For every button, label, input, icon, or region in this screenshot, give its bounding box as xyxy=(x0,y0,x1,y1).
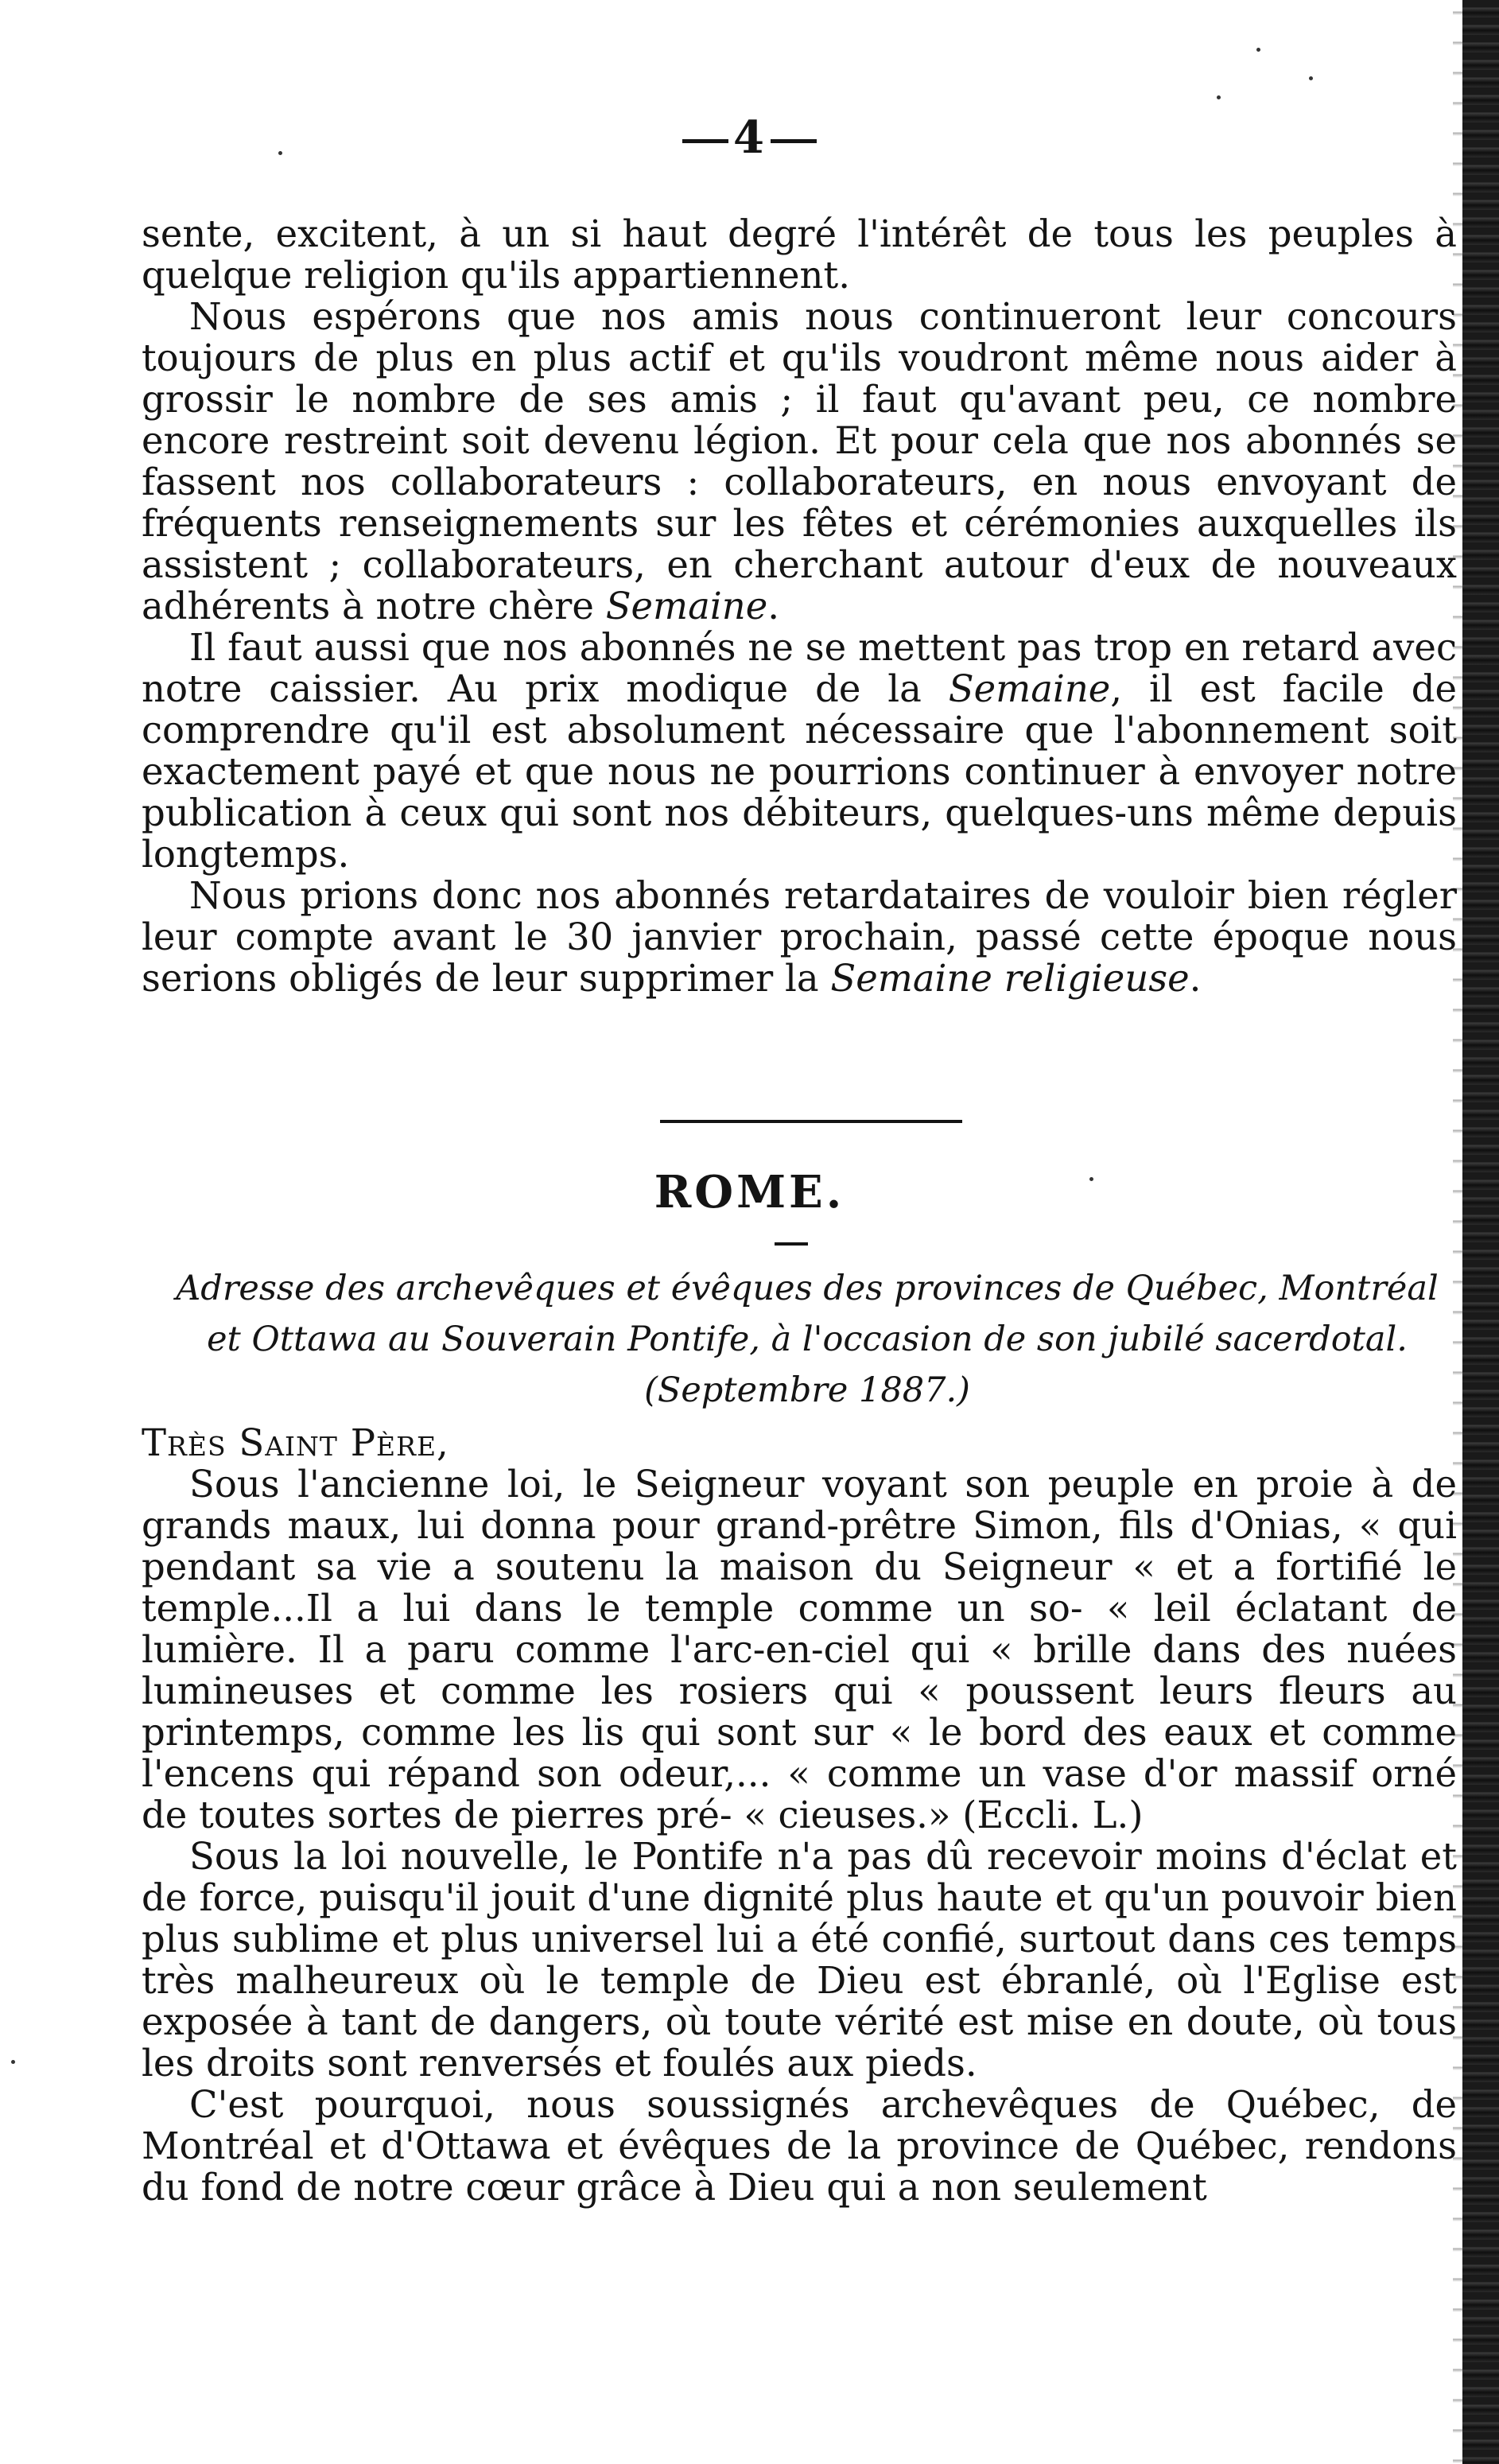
paragraph: Nous espérons que nos amis nous continueront leur concours toujours de plus en plus actif et qu'ils voudront même nous aider à grossir le nombre de ses amis ; il faut qu'avant peu, ce nombre encore restreint soit devenu légion. Et pour cela que nos abonnés se fassent nos collaborateurs : collaborateurs, en nous envoyant de fréquents renseignements sur les fêtes et cérémonies auxquelles ils assistent ; collaborateurs, en cherchant autour d'eux de nouveaux adhérents à notre chère Semaine. xyxy=(142,295,1457,628)
page-number xyxy=(0,111,1499,164)
speck xyxy=(278,151,282,155)
section-divider xyxy=(660,1120,962,1123)
paragraph: Il faut aussi que nos abonnés ne se mettent pas trop en retard avec notre caissier. Au prix modique de la Semaine, il est facile de comprendre qu'il est absolument nécessaire que l'abonnement soit exactement payé et que nous ne pourrions continuer à envoyer notre publication à ceux qui sont nos débiteurs, quelques-uns même depuis longtemps. xyxy=(142,626,1457,876)
address-text-block xyxy=(142,1422,1457,2208)
address-subtitle: Adresse des archevêques et évêques des provinces de Québec, Montréal et Ottawa au Souverain Pontife, à l'occasion de son jubilé sacerdotal. (Septembre 1887.) xyxy=(176,1269,1439,1410)
folio-dash-right xyxy=(771,139,817,143)
speck xyxy=(1217,95,1221,99)
paragraph: Sous l'ancienne loi, le Seigneur voyant son peuple en proie à de grands maux, lui donna pour grand-prêtre Simon, fils d'Onias, « qui pendant sa vie a soutenu la maison du Seigneur « et a fortifié le temple...Il a lui dans le temple comme un so- « leil éclatant de lumière. Il a paru comme l'arc-en-ciel qui « brille dans des nuées lumineuses et comme les rosiers qui « poussent leurs fleurs au printemps, comme les lis qui sont sur « le bord des eaux et comme l'encens qui répand son odeur,... « comme un vase d'or massif orné de toutes sortes de pierres pré- « cieuses.» (Eccli. L.) xyxy=(142,1463,1457,1836)
binding-edge xyxy=(1462,0,1499,2464)
folio-dash-left xyxy=(682,139,728,143)
paragraph: sente, excitent, à un si haut degré l'intérêt de tous les peuples à quelque religion qu'ils appartiennent. xyxy=(142,212,1457,297)
page-number-value: 4 xyxy=(733,111,766,164)
salutation: Très Saint Père, xyxy=(142,1421,449,1464)
speck xyxy=(11,2060,15,2064)
notice-text-block xyxy=(142,213,1457,999)
paragraph: C'est pourquoi, nous soussignés archevêques de Québec, de Montréal et d'Ottawa et évêques de la province de Québec, rendons du fond de notre cœur grâce à Dieu qui a non seulement xyxy=(142,2083,1457,2209)
publication-title: Semaine xyxy=(948,667,1111,710)
heading-underline xyxy=(775,1242,808,1246)
speck xyxy=(1309,76,1313,80)
paragraph: Sous la loi nouvelle, le Pontife n'a pas dû recevoir moins d'éclat et de force, puisqu'il jouit d'une dignité plus haute et qu'un pouvoir bien plus sublime et plus universel lui a été confié, surtout dans ces temps très malheureux où le temple de Dieu est ébranlé, où l'Eglise est exposée à tant de dangers, où toute vérité est mise en doute, où tous les droits sont renversés et foulés aux pieds. xyxy=(142,1835,1457,2085)
paragraph: Nous prions donc nos abonnés retardataires de vouloir bien régler leur compte avant le 30 janvier prochain, passé cette époque nous serions obligés de leur supprimer la Semaine religieuse. xyxy=(142,874,1457,1000)
speck xyxy=(1256,48,1260,52)
publication-title: Semaine xyxy=(605,585,768,628)
section-heading: ROME. xyxy=(654,1166,845,1218)
speck xyxy=(1089,1177,1093,1181)
publication-title: Semaine religieuse xyxy=(830,957,1190,1000)
